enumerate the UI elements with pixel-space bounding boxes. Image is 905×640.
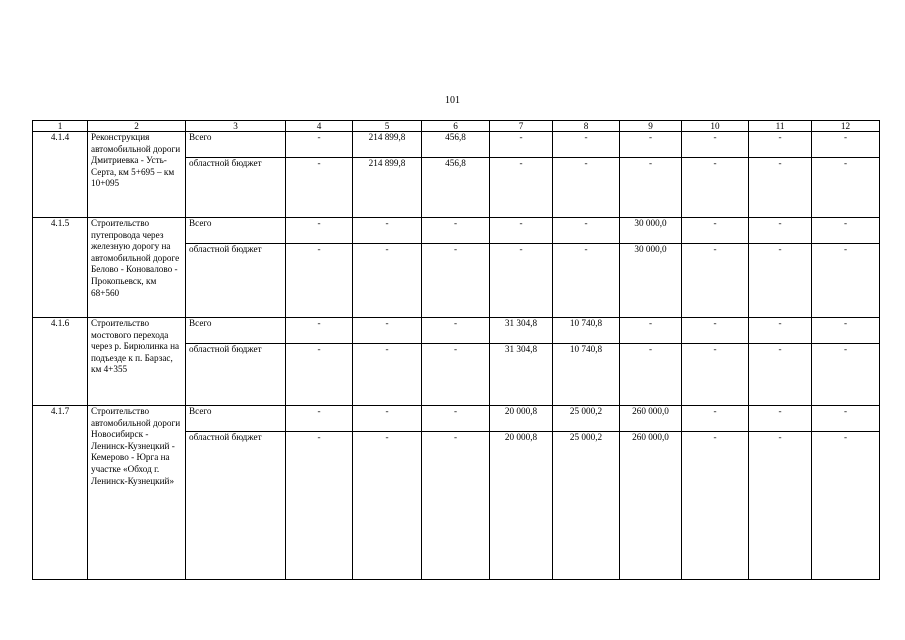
row-name: Строительство автомобильной дороги Новосибирск - Ленинск-Кузнецкий - Кемерово - Юрга на участке «Обход г. Ленинск-Кузнецкий» <box>88 406 186 580</box>
table-cell: - <box>812 432 880 580</box>
table-cell: 260 000,0 <box>620 432 682 580</box>
table-cell: - <box>749 432 812 580</box>
row-name: Строительство путепровода через железную дорогу на автомобильной дороге Белово - Коновалово - Прокопьевск, км 68+560 <box>88 218 186 318</box>
table-cell: 25 000,2 <box>553 406 620 432</box>
row-code: 4.1.4 <box>33 132 88 218</box>
table-cell: - <box>286 406 353 432</box>
funding-source: областной бюджет <box>186 158 286 218</box>
column-header: 6 <box>422 121 490 132</box>
table-cell: - <box>353 344 422 406</box>
column-header: 4 <box>286 121 353 132</box>
table-cell: - <box>749 344 812 406</box>
table-cell: - <box>353 406 422 432</box>
row-code: 4.1.5 <box>33 218 88 318</box>
table-cell: - <box>682 432 749 580</box>
table-cell: - <box>422 244 490 318</box>
row-name: Строительство мостового перехода через р. Бирюлинка на подъезде к п. Барзас, км 4+355 <box>88 318 186 406</box>
table-cell: - <box>749 318 812 344</box>
header-row <box>33 121 880 132</box>
table-cell: - <box>682 406 749 432</box>
table-cell: - <box>812 218 880 244</box>
table-cell: - <box>353 244 422 318</box>
table-cell: - <box>422 344 490 406</box>
table-cell: 10 740,8 <box>553 318 620 344</box>
table-cell: - <box>749 244 812 318</box>
table-row <box>33 318 880 344</box>
column-header: 3 <box>186 121 286 132</box>
table-cell: - <box>490 158 553 218</box>
table-cell: - <box>749 218 812 244</box>
row-name: Реконструкция автомобильной дороги Дмитриевка - Усть-Серта, км 5+695 – км 10+095 <box>88 132 186 218</box>
table-cell: 456,8 <box>422 132 490 158</box>
table-cell: - <box>553 158 620 218</box>
table-cell: - <box>422 406 490 432</box>
table-cell: - <box>620 132 682 158</box>
table-cell: - <box>286 132 353 158</box>
table-cell: - <box>812 244 880 318</box>
table-cell: - <box>422 432 490 580</box>
table-cell: - <box>812 406 880 432</box>
table-cell: - <box>553 132 620 158</box>
table-cell: 30 000,0 <box>620 218 682 244</box>
column-header: 8 <box>553 121 620 132</box>
table-cell: - <box>553 244 620 318</box>
funding-source: областной бюджет <box>186 344 286 406</box>
table-cell: - <box>812 318 880 344</box>
column-header: 5 <box>353 121 422 132</box>
table-cell: - <box>682 244 749 318</box>
table-cell: - <box>682 158 749 218</box>
table-cell: - <box>682 344 749 406</box>
table-cell: 25 000,2 <box>553 432 620 580</box>
table-cell: - <box>749 158 812 218</box>
table-cell: 214 899,8 <box>353 132 422 158</box>
table-cell: - <box>749 132 812 158</box>
table-cell: - <box>286 432 353 580</box>
table-cell: 10 740,8 <box>553 344 620 406</box>
column-header: 10 <box>682 121 749 132</box>
table-cell: - <box>353 218 422 244</box>
row-code: 4.1.7 <box>33 406 88 580</box>
table-cell: 260 000,0 <box>620 406 682 432</box>
table-cell: 20 000,8 <box>490 432 553 580</box>
table-cell: - <box>286 244 353 318</box>
table-cell: - <box>490 244 553 318</box>
column-header: 7 <box>490 121 553 132</box>
table-cell: - <box>490 132 553 158</box>
table-cell: - <box>422 218 490 244</box>
table-cell: - <box>286 218 353 244</box>
table-cell: - <box>812 344 880 406</box>
table-cell: - <box>749 406 812 432</box>
column-header: 11 <box>749 121 812 132</box>
funding-source: Всего <box>186 218 286 244</box>
table-cell: - <box>682 218 749 244</box>
table-cell: - <box>620 158 682 218</box>
table-cell: - <box>286 318 353 344</box>
funding-source: Всего <box>186 318 286 344</box>
table-cell: 30 000,0 <box>620 244 682 318</box>
column-header: 1 <box>33 121 88 132</box>
page-number: 101 <box>445 95 460 106</box>
funding-source: Всего <box>186 132 286 158</box>
table-cell: - <box>422 318 490 344</box>
table-cell: - <box>353 432 422 580</box>
table-cell: - <box>812 158 880 218</box>
table-cell: - <box>620 344 682 406</box>
funding-source: Всего <box>186 406 286 432</box>
table-cell: - <box>353 318 422 344</box>
row-code: 4.1.6 <box>33 318 88 406</box>
table-row <box>33 406 880 432</box>
funding-source: областной бюджет <box>186 244 286 318</box>
table-cell: - <box>812 132 880 158</box>
table-cell: - <box>620 318 682 344</box>
table-cell: 456,8 <box>422 158 490 218</box>
column-header: 9 <box>620 121 682 132</box>
table-cell: 31 304,8 <box>490 344 553 406</box>
table-cell: - <box>682 132 749 158</box>
budget-table <box>32 120 880 580</box>
column-header: 2 <box>88 121 186 132</box>
table-row <box>33 132 880 158</box>
column-header: 12 <box>812 121 880 132</box>
table-cell: - <box>682 318 749 344</box>
table-cell: 214 899,8 <box>353 158 422 218</box>
table-row <box>33 218 880 244</box>
table-cell: - <box>490 218 553 244</box>
funding-source: областной бюджет <box>186 432 286 580</box>
table-cell: - <box>286 344 353 406</box>
table-cell: 31 304,8 <box>490 318 553 344</box>
table-cell: 20 000,8 <box>490 406 553 432</box>
table-cell: - <box>286 158 353 218</box>
table-cell: - <box>553 218 620 244</box>
